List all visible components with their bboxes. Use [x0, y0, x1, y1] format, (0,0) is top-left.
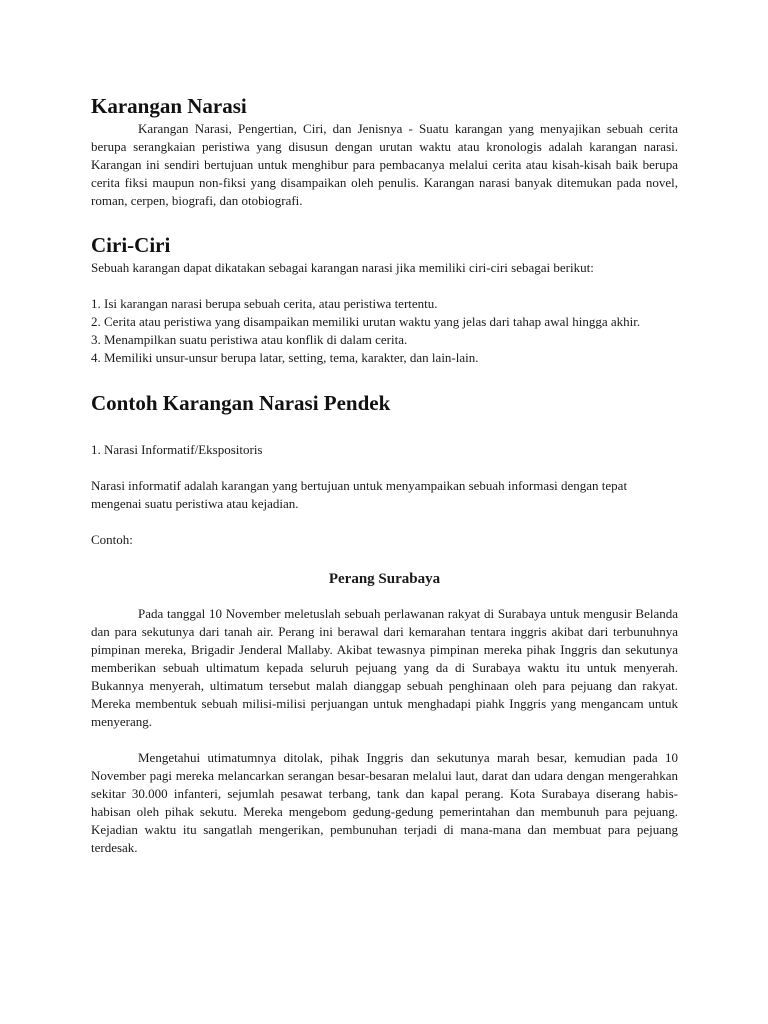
example-label: Contoh:: [91, 532, 133, 547]
heading-ciri-ciri: Ciri-Ciri: [91, 233, 171, 257]
definition-paragraph: Narasi informatif adalah karangan yang bertujuan untuk menyampaikan sebuah informasi dengan tepat mengenai suatu peristiwa atau kejadian.: [91, 478, 628, 511]
list-item: 4. Memiliki unsur-unsur berupa latar, setting, tema, karakter, dan lain-lain.: [91, 350, 479, 365]
heading-contoh: Contoh Karangan Narasi Pendek: [91, 391, 391, 415]
story-title: Perang Surabaya: [328, 571, 441, 587]
story-paragraph: Pada tanggal 10 November meletuslah sebuah perlawanan rakyat di Surabaya untuk mengusir Belanda dan para sekutunya dari tanah air. Perang ini berawal dari kemarahan tentara inggris akibat dari terbunuhnya pimpinan mereka, Brigadir Jenderal Mallaby. Akibat tewasnya pimpinan mereka pihak Inggris dan sekutunya memberikan sebuah ultimatum kepada seluruh pejuang yang da di Surabaya waktu itu untuk menyerah. Bukannya menyerah, ultimatum tersebut malah dianggap sebuah penghinaan oleh para pejuang dan rakyat. Mereka membentuk sebuah milisi-milisi perjuangan untuk menghadapi piahk Inggris yang mengancam untuk menyerang.: [91, 606, 678, 729]
subheading-narasi-informatif: 1. Narasi Informatif/Ekspositoris: [91, 442, 263, 457]
list-item: 1. Isi karangan narasi berupa sebuah cerita, atau peristiwa tertentu.: [91, 296, 438, 311]
ciri-list: [91, 295, 646, 367]
document-page: [91, 92, 678, 857]
story-paragraph: Mengetahui utimatumnya ditolak, pihak Inggris dan sekutunya marah besar, kemudian pada 10 November pagi mereka melancarkan serangan besar-besaran melalui laut, darat dan udara dengan mengerahkan sekitar 30.000 infanteri, sejumlah pesawat terbang, tank dan kapal perang. Kota Surabaya diserang habis-habisan oleh pihak sekutu. Mereka mengebom gedung-gedung pemerintahan dan membunuh para pejuang. Kejadian waktu itu sangatlah mengerikan, pembunuhan terjadi di mana-mana dan membuat para pejuang terdesak.: [91, 750, 678, 855]
ciri-intro: Sebuah karangan dapat dikatakan sebagai karangan narasi jika memiliki ciri-ciri sebagai berikut:: [91, 260, 594, 275]
heading-karangan-narasi: Karangan Narasi: [91, 94, 247, 118]
list-item: 3. Menampilkan suatu peristiwa atau konflik di dalam cerita.: [91, 332, 408, 347]
list-item: 2. Cerita atau peristiwa yang disampaikan memiliki urutan waktu yang jelas dari tahap awal hingga akhir.: [91, 314, 641, 329]
intro-paragraph: Karangan Narasi, Pengertian, Ciri, dan Jenisnya - Suatu karangan yang menyajikan sebuah cerita berupa serangkaian peristiwa yang disusun dengan urutan waktu atau kronologis adalah karangan narasi. Karangan ini sendiri bertujuan untuk menghibur para pembacanya melalui cerita atau kisah-kisah baik berupa cerita fiksi maupun non-fiksi yang disampaikan oleh penulis. Karangan narasi banyak ditemukan pada novel, roman, cerpen, biografi, dan otobiografi.: [91, 121, 678, 208]
